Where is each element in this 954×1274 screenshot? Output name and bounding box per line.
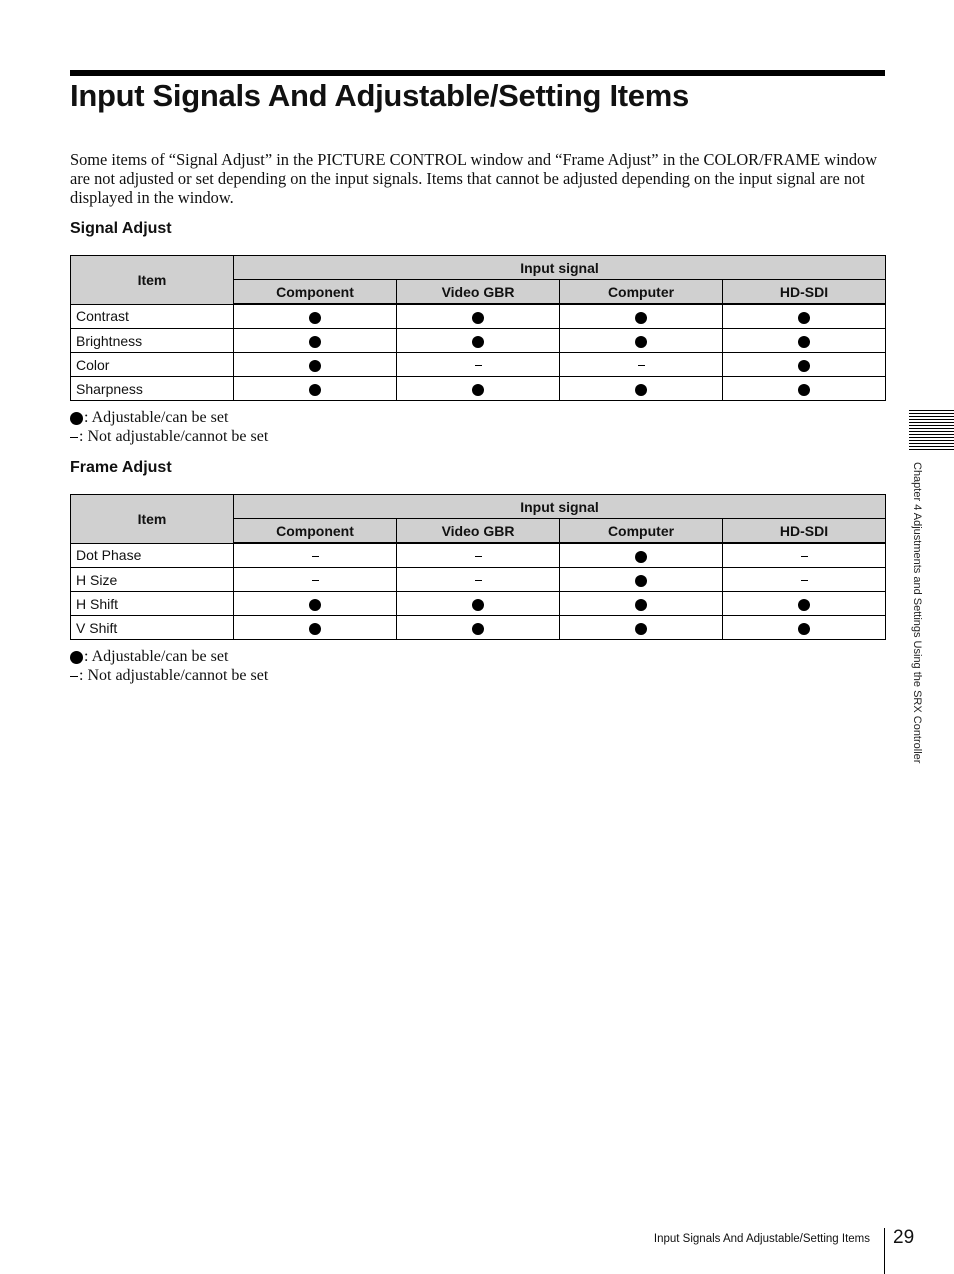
legend-not-adjustable [70,427,268,446]
support-cell [234,543,397,568]
support-cell [723,377,886,401]
legend-not-adjustable-text: : Not adjustable/cannot be set [79,667,269,684]
legend-adjustable-text: : Adjustable/can be set [84,648,229,665]
table-row [71,616,886,640]
header-video-gbr: Video GBR [397,519,560,544]
filled-circle-icon [635,336,647,348]
header-input-signal: Input signal [234,256,886,280]
support-cell [234,329,397,353]
support-cell [560,329,723,353]
dash-icon [801,580,808,581]
support-cell [397,329,560,353]
filled-circle-icon [798,599,810,611]
support-cell [397,304,560,329]
chapter-tab-marker [909,410,954,453]
support-cell [234,353,397,377]
filled-circle-icon [309,312,321,324]
support-cell [397,543,560,568]
tab-bar-line [909,434,954,435]
filled-circle-icon [635,575,647,587]
signal-adjust-heading: Signal Adjust [70,220,172,237]
support-cell [723,616,886,640]
support-cell [397,568,560,592]
tab-bar-line [909,428,954,429]
row-item-label: Contrast [71,304,234,329]
title-rule [70,70,885,76]
page-title: Input Signals And Adjustable/Setting Items [70,78,689,113]
table-row [71,543,886,568]
header-hd-sdi: HD-SDI [723,280,886,305]
filled-circle-icon [798,360,810,372]
tab-bar-line [909,443,954,444]
frame-adjust-legend [70,647,268,685]
legend-adjustable-text: : Adjustable/can be set [84,409,229,426]
tab-bar-line [909,416,954,417]
support-cell [560,377,723,401]
filled-circle-icon [472,599,484,611]
header-item: Item [71,256,234,305]
tab-bar-line [909,425,954,426]
filled-circle-icon [472,336,484,348]
tab-bar-line [909,437,954,438]
frame-adjust-table [70,494,886,640]
filled-circle-icon [472,312,484,324]
tab-bar-line [909,446,954,447]
table-row [71,329,886,353]
filled-circle-icon [635,599,647,611]
filled-circle-icon [798,312,810,324]
header-hd-sdi: HD-SDI [723,519,886,544]
tab-bar-line [909,431,954,432]
header-component: Component [234,519,397,544]
support-cell [234,377,397,401]
tab-bar-line [909,413,954,414]
support-cell [723,353,886,377]
footer-divider [884,1228,885,1274]
support-cell [723,329,886,353]
filled-circle-icon [309,336,321,348]
filled-circle-icon [635,623,647,635]
header-component: Component [234,280,397,305]
tab-bar-line [909,419,954,420]
tab-bar-line [909,449,954,450]
page-number: 29 [893,1227,915,1248]
support-cell [234,568,397,592]
table-row [71,592,886,616]
support-cell [397,353,560,377]
frame-adjust-rows [71,543,886,640]
signal-adjust-rows [71,304,886,401]
filled-circle-icon [309,599,321,611]
table-row [71,377,886,401]
support-cell [560,592,723,616]
support-cell [723,304,886,329]
tab-bar-line [909,422,954,423]
tab-bar-line [909,440,954,441]
legend-adjustable [70,408,268,427]
tab-bar-line [909,410,954,411]
dash-icon [475,365,482,366]
row-item-label: Sharpness [71,377,234,401]
header-computer: Computer [560,519,723,544]
dash-icon [475,556,482,557]
support-cell [397,377,560,401]
filled-circle-icon [472,384,484,396]
filled-circle-icon [472,623,484,635]
legend-adjustable [70,647,268,666]
header-computer: Computer [560,280,723,305]
table-row [71,353,886,377]
filled-circle-icon [309,384,321,396]
header-video-gbr: Video GBR [397,280,560,305]
support-cell [234,616,397,640]
support-cell [723,592,886,616]
dash-icon [801,556,808,557]
legend-not-adjustable [70,666,268,685]
support-cell [397,616,560,640]
row-item-label: Dot Phase [71,543,234,568]
intro-paragraph: Some items of “Signal Adjust” in the PICTURE CONTROL window and “Frame Adjust” in the COLOR/FRAME window are not adjusted or set depending on the input signals. Items that cannot be adjusted depending on the input signal are not displayed in the window. [70,150,878,207]
filled-circle-icon [309,623,321,635]
row-item-label: H Size [71,568,234,592]
support-cell [723,543,886,568]
footer-running-title: Input Signals And Adjustable/Setting Items [653,1233,870,1245]
support-cell [560,353,723,377]
support-cell [234,304,397,329]
dash-icon [312,580,319,581]
header-input-signal: Input signal [234,495,886,519]
filled-circle-icon [635,384,647,396]
dash-icon [475,580,482,581]
table-row [71,304,886,329]
filled-circle-icon [635,551,647,563]
row-item-label: Color [71,353,234,377]
support-cell [723,568,886,592]
dash-icon [70,437,78,438]
legend-not-adjustable-text: : Not adjustable/cannot be set [79,428,269,445]
dash-icon [638,365,645,366]
filled-circle-icon [798,384,810,396]
filled-circle-icon [798,623,810,635]
filled-circle-icon [798,336,810,348]
dash-icon [312,556,319,557]
filled-circle-icon [309,360,321,372]
support-cell [560,543,723,568]
support-cell [560,304,723,329]
support-cell [560,616,723,640]
filled-circle-icon [635,312,647,324]
row-item-label: H Shift [71,592,234,616]
frame-adjust-heading: Frame Adjust [70,459,172,476]
dash-icon [70,676,78,677]
support-cell [560,568,723,592]
header-item: Item [71,495,234,544]
table-row [71,568,886,592]
support-cell [397,592,560,616]
signal-adjust-table [70,255,886,401]
chapter-side-tab: Chapter 4 Adjustments and Settings Using the SRX Controller [911,462,923,764]
support-cell [234,592,397,616]
filled-circle-icon [70,412,83,425]
row-item-label: Brightness [71,329,234,353]
signal-adjust-legend [70,408,268,446]
row-item-label: V Shift [71,616,234,640]
filled-circle-icon [70,651,83,664]
